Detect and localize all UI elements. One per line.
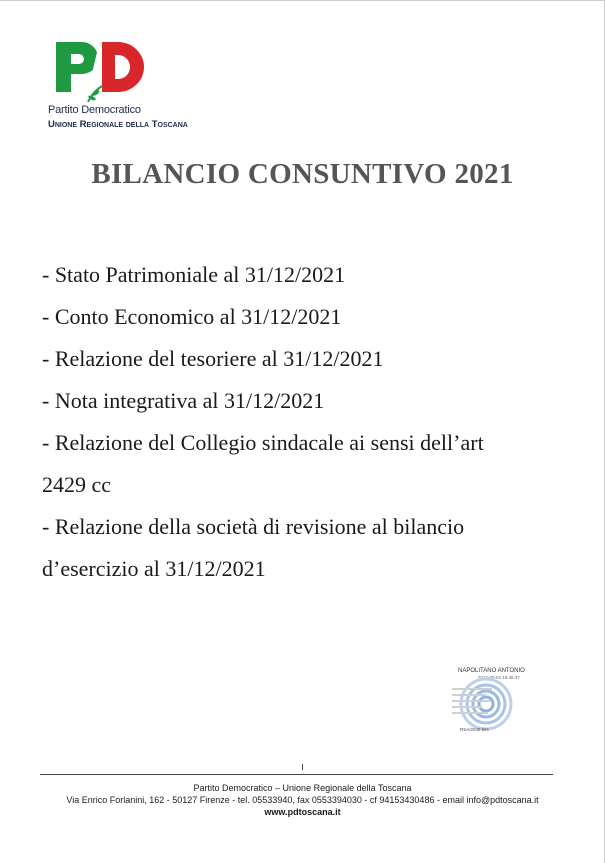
signature-seal-icon [444,678,528,730]
list-item: - Relazione del Collegio sindacale ai sensi dell’art [42,430,484,455]
footer-address: Via Enrico Forlanini, 162 - 50127 Firenze - tel. 05533940, fax 0553394030 - cf 94153430486 - email info@pdtoscana.it [66,795,539,805]
footer-website: www.pdtoscana.it [264,807,341,817]
list-item: - Relazione del tesoriere al 31/12/2021 [42,346,384,371]
page-number-mark [302,764,303,770]
pd-logo-icon [52,40,148,102]
list-item-continuation: d’esercizio al 31/12/2021 [42,556,266,581]
footer-divider [40,774,553,775]
contents-list [42,254,552,590]
logo-regional-union: Unione Regionale della Toscana [48,119,188,130]
signature-key-info: RSA/2048 bits [460,727,489,732]
list-item: - Conto Economico al 31/12/2021 [42,304,342,329]
footer-organization: Partito Democratico – Unione Regionale della Toscana [193,783,412,793]
page-edge-top [0,0,605,1]
list-item: - Nota integrativa al 31/12/2021 [42,388,325,413]
document-title: BILANCIO CONSUNTIVO 2021 [91,158,514,190]
logo-party-name: Partito Democratico [48,104,141,116]
footer [0,782,605,818]
signer-name: NAPOLITANO ANTONIO [458,668,525,674]
list-item: - Stato Patrimoniale al 31/12/2021 [42,262,346,287]
list-item: - Relazione della società di revisione al bilancio [42,514,465,539]
digital-signature-stamp [438,666,534,744]
signature-date: 2022-05-04 16:46:47 [478,675,520,680]
list-item-continuation: 2429 cc [42,472,112,497]
party-logo [46,36,216,134]
